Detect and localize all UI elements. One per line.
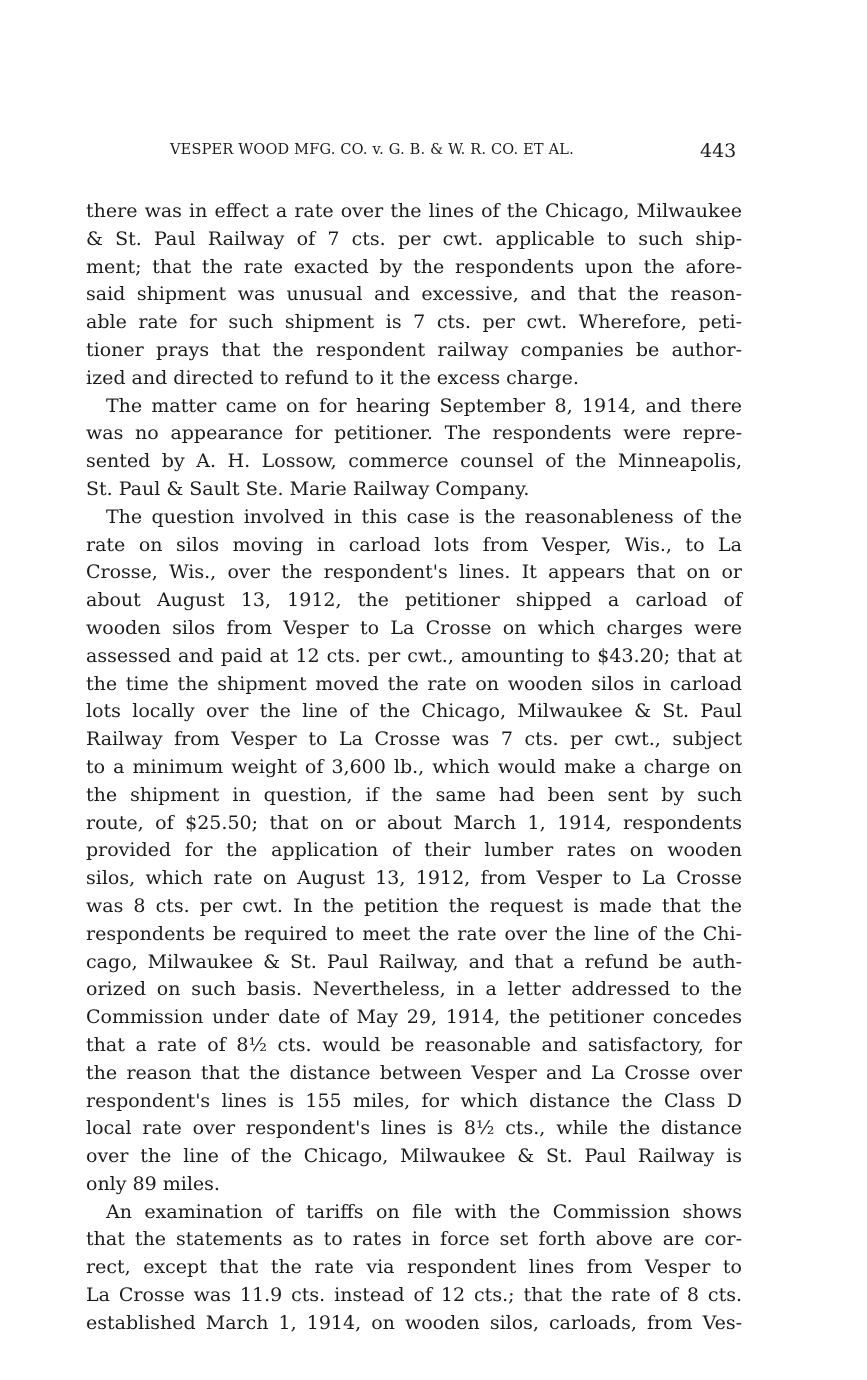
text-line: established March 1, 1914, on wooden silos, carloads, from Ves- xyxy=(86,1311,742,1334)
text-line: respondents be required to meet the rate over the line of the Chi- xyxy=(86,922,742,945)
text-line: Commission under date of May 29, 1914, the petitioner concedes xyxy=(86,1006,742,1029)
running-head: VESPER WOOD MFG. CO. v. G. B. & W. R. CO. ET AL. xyxy=(170,142,574,158)
text-line: Railway from Vesper to La Crosse was 7 cts. per cwt., subject xyxy=(86,728,742,751)
text-line: orized on such basis. Nevertheless, in a letter addressed to the xyxy=(86,978,742,1001)
text-line: The matter came on for hearing September 8, 1914, and there xyxy=(106,394,742,417)
text-line: that the statements as to rates in force set forth above are cor- xyxy=(86,1228,742,1251)
paragraph-4 xyxy=(86,1199,742,1338)
text-line: was 8 cts. per cwt. In the petition the request is made that the xyxy=(86,894,742,917)
body-text xyxy=(86,198,742,1338)
text-line: provided for the application of their lumber rates on wooden xyxy=(86,839,742,862)
text-line: able rate for such shipment is 7 cts. per cwt. Wherefore, peti- xyxy=(86,311,742,334)
text-line: wooden silos from Vesper to La Crosse on which charges were xyxy=(86,616,742,639)
text-line: sented by A. H. Lossow, commerce counsel of the Minneapolis, xyxy=(86,450,742,473)
text-line: cago, Milwaukee & St. Paul Railway, and that a refund be auth- xyxy=(86,950,742,973)
text-line: La Crosse was 11.9 cts. instead of 12 cts.; that the rate of 8 cts. xyxy=(86,1284,742,1307)
paragraph-2 xyxy=(86,393,742,504)
text-line: respondent's lines is 155 miles, for which distance the Class D xyxy=(86,1089,742,1112)
text-line: over the line of the Chicago, Milwaukee & St. Paul Railway is xyxy=(86,1145,742,1168)
text-line: assessed and paid at 12 cts. per cwt., amounting to $43.20; that at xyxy=(86,644,742,667)
text-line: St. Paul & Sault Ste. Marie Railway Company. xyxy=(86,477,530,500)
text-line: was no appearance for petitioner. The respondents were repre- xyxy=(86,422,742,445)
paragraph-3 xyxy=(86,504,742,1199)
text-line: ment; that the rate exacted by the respondents upon the afore- xyxy=(86,255,742,278)
text-line: route, of $25.50; that on or about March 1, 1914, respondents xyxy=(86,811,742,834)
text-line: silos, which rate on August 13, 1912, from Vesper to La Crosse xyxy=(86,867,742,890)
text-line: rect, except that the rate via respondent lines from Vesper to xyxy=(86,1256,742,1279)
text-line: lots locally over the line of the Chicago, Milwaukee & St. Paul xyxy=(86,700,742,723)
text-line: only 89 miles. xyxy=(86,1172,220,1195)
text-line: that a rate of 8½ cts. would be reasonable and satisfactory, for xyxy=(86,1033,742,1056)
text-line: tioner prays that the respondent railway companies be author- xyxy=(86,338,742,361)
text-line: the reason that the distance between Vesper and La Crosse over xyxy=(86,1061,742,1084)
text-line: & St. Paul Railway of 7 cts. per cwt. applicable to such ship- xyxy=(86,227,742,250)
text-line: the shipment in question, if the same had been sent by such xyxy=(86,783,742,806)
text-line: rate on silos moving in carload lots from Vesper, Wis., to La xyxy=(86,533,742,556)
text-line: local rate over respondent's lines is 8½ cts., while the distance xyxy=(86,1117,742,1140)
text-line: said shipment was unusual and excessive, and that the reason- xyxy=(86,283,742,306)
page-number: 443 xyxy=(700,140,737,162)
text-line: there was in effect a rate over the lines of the Chicago, Milwaukee xyxy=(86,200,742,222)
text-line: about August 13, 1912, the petitioner shipped a carload of xyxy=(86,589,742,612)
paragraph-1 xyxy=(86,198,742,393)
text-line: An examination of tariffs on file with the Commission shows xyxy=(106,1200,742,1223)
text-line: the time the shipment moved the rate on wooden silos in carload xyxy=(86,672,742,695)
text-line: to a minimum weight of 3,600 lb., which would make a charge on xyxy=(86,755,742,778)
text-line: The question involved in this case is the reasonableness of the xyxy=(106,505,742,528)
text-line: ized and directed to refund to it the excess charge. xyxy=(86,366,579,389)
text-line: Crosse, Wis., over the respondent's lines. It appears that on or xyxy=(86,561,742,584)
